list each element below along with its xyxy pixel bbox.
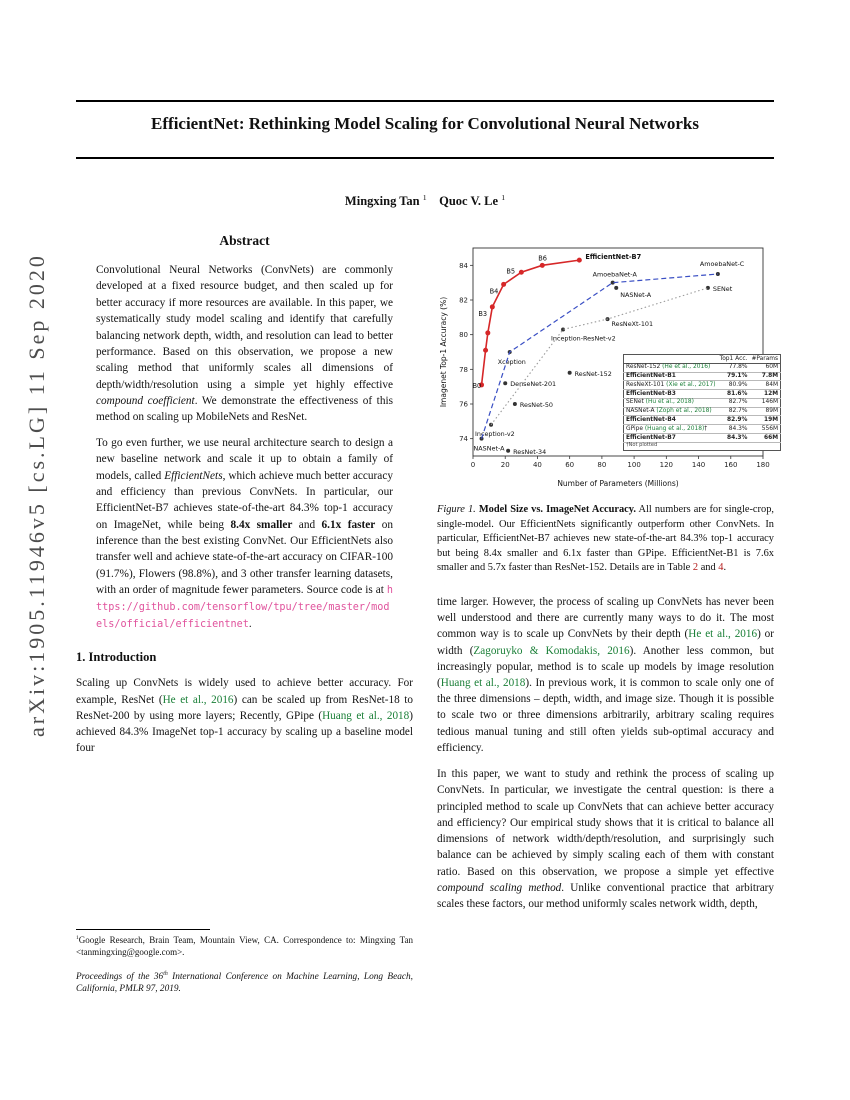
- text-segment: ). Another less common, but increasingly popular, method is to scale up models by image resolution (: [437, 644, 775, 689]
- inset-table-row: ResNet-152 (He et al., 2016) 77.8% 60M: [624, 363, 781, 372]
- svg-text:20: 20: [500, 461, 510, 469]
- text-segment: ). In previous work, it is common to scale only one of the three dimensions – depth, width, and image size. Though it is possible to scale two or three dimensions arbitrarily, arbitrary scaling requires tedious manual tuning and still often yields sub-optimal accuracy and efficiency.: [437, 676, 774, 754]
- text-segment: and: [698, 562, 719, 574]
- text-segment: .: [248, 617, 252, 630]
- text-segment: Figure 1.: [437, 504, 476, 515]
- text-segment: In this paper, we want to study and rethink the process of scaling up ConvNets. In particular, we investigate the central question: is there a principled method to scale up ConvNets that can achieve better accuracy and efficiency? Our empirical study shows that it is critical to balance all dimensions of network width/depth/resolution, and surprisingly such balance can be achieved by simply scaling each of them with constant ratio. Based on this observation, we propose a simple yet effective: [437, 768, 774, 878]
- right-paragraph-2: [437, 766, 774, 912]
- footnote-block: [76, 929, 413, 996]
- text-segment: [427, 194, 440, 208]
- abstract-paragraph-2: [96, 435, 393, 633]
- inset-table-row: GPipe (Huang et al., 2018)† 84.3% 556M: [624, 425, 781, 434]
- inset-table-row: SENet (Hu et al., 2018) 82.7% 146M: [624, 398, 781, 407]
- svg-text:SENet: SENet: [712, 284, 733, 293]
- svg-text:Number of Parameters (Millions: Number of Parameters (Millions): [557, 479, 679, 488]
- svg-text:Imagenet Top-1 Accuracy (%): Imagenet Top-1 Accuracy (%): [439, 296, 448, 408]
- text-segment: Model Size vs. ImageNet Accuracy.: [478, 504, 636, 515]
- text-segment: . We demonstrate the effectiveness of this method on scaling up MobileNets and ResNet.: [96, 395, 393, 424]
- svg-text:AmoebaNet-A: AmoebaNet-A: [592, 270, 637, 279]
- footnote-rule: [76, 929, 210, 930]
- text-segment: To go even further, we use neural architecture search to design a new baseline network and scale it up to obtain a family of models, called: [96, 436, 393, 482]
- svg-text:120: 120: [659, 461, 674, 469]
- text-segment: , which achieve much better accuracy and efficiency than previous ConvNets. In particular, our EfficientNet-B7 achieves state-of-the-art 84.3% top-1 accuracy on ImageNet, while being: [96, 469, 393, 531]
- text-segment: EfficientNets: [164, 469, 223, 482]
- text-segment: Convolutional Neural Networks (ConvNets) are commonly developed at a fixed resource budget, and then scaled up for better accuracy if more resources are available. In this paper, we systematically study model scaling and identify that carefully balancing network depth, width, and resolution can lead to better performance. Based on this observation, we propose a new scaling method that uniformly scales all dimensions of depth/width/resolution using a simple yet highly effective: [96, 264, 393, 391]
- title-rule-top: [76, 100, 774, 102]
- svg-text:Inception-ResNet-v2: Inception-ResNet-v2: [551, 334, 616, 343]
- cite-link[interactable]: Huang et al., 2018: [322, 709, 410, 722]
- text-segment: All numbers are for single-crop, single-model. Our EfficientNets significantly outperform other ConvNets. In particular, EfficientNet-B7 achieves new state-of-the-art 84.3% top-1 accuracy but being 8.4x smaller and 6.1x faster than GPipe. EfficientNet-B1 is 7.6x smaller and 5.7x faster than ResNet-152. Details are in Table: [437, 504, 774, 574]
- svg-text:78: 78: [459, 365, 468, 374]
- figure1: [437, 236, 779, 494]
- svg-text:76: 76: [459, 400, 468, 409]
- affiliation-footnote: [76, 935, 413, 959]
- svg-text:NASNet-A: NASNet-A: [620, 290, 652, 299]
- ref-link[interactable]: 4: [718, 562, 724, 574]
- inset-table-row: EfficientNet-B1 79.1% 7.8M: [624, 372, 781, 381]
- svg-text:160: 160: [724, 461, 738, 469]
- svg-text:B5: B5: [506, 267, 516, 276]
- text-segment: 1: [501, 193, 506, 202]
- right-paragraph-1: [437, 594, 774, 756]
- cite-link[interactable]: Huang et al., 2018: [440, 676, 526, 689]
- text-segment: 1: [76, 935, 79, 941]
- text-segment: and: [292, 518, 322, 531]
- text-segment: on inference than the best existing ConvNet. Our EfficientNets also transfer well and achieve state-of-the-art accuracy on CIFAR-100 (91.7%), Flowers (98.8%), and 3 other transfer learning datasets, with an order of magnitude fewer parameters. Source code is at: [96, 518, 394, 597]
- abstract-heading: Abstract: [219, 233, 270, 248]
- cite-link[interactable]: He et al., 2016: [162, 693, 234, 706]
- intro-paragraph: [76, 675, 413, 756]
- svg-text:84: 84: [459, 261, 468, 270]
- text-segment: compound scaling method: [437, 881, 562, 894]
- svg-text:80: 80: [597, 461, 607, 469]
- ref-link[interactable]: 2: [692, 562, 699, 574]
- text-segment: time larger. However, the process of scaling up ConvNets has never been well understood and there are currently many ways to do it. The most common way is to scale up ConvNets by their depth (: [437, 595, 774, 641]
- text-segment: Mingxing Tan: [344, 194, 423, 209]
- text-segment: , Long Beach, California, PMLR 97, 2019.: [76, 971, 413, 995]
- svg-text:DenseNet-201: DenseNet-201: [510, 380, 557, 389]
- text-segment: ) achieved 84.3% ImageNet top-1 accuracy by scaling up a baseline model four: [76, 709, 413, 755]
- inset-table-row: EfficientNet-B4 82.9% 19M: [624, 416, 781, 425]
- svg-text:80: 80: [459, 331, 468, 340]
- text-segment: Google Research, Brain Team, Mountain View, CA. Correspondence to: Mingxing Tan <tanmingxing@google.com>.: [76, 935, 413, 957]
- svg-text:Xception: Xception: [497, 358, 526, 366]
- cite-link[interactable]: Zagoruyko & Komodakis, 2016: [473, 644, 630, 657]
- svg-text:74: 74: [459, 435, 468, 444]
- text-segment: ) can be scaled up from ResNet-18 to ResNet-200 by using more layers; Recently, GPipe (: [76, 693, 413, 722]
- inset-table-header: Top1 Acc. #Params: [624, 355, 781, 364]
- authors-line: [0, 193, 850, 209]
- text-segment: ) or width (: [437, 628, 774, 657]
- svg-text:40: 40: [532, 461, 542, 469]
- text-segment: Quoc V. Le: [439, 194, 502, 209]
- svg-text:ResNet-34: ResNet-34: [513, 447, 547, 456]
- svg-text:60: 60: [565, 461, 575, 469]
- svg-text:AmoebaNet-C: AmoebaNet-C: [699, 260, 745, 268]
- text-segment: 6.1x faster: [321, 518, 376, 531]
- svg-text:B6: B6: [538, 254, 547, 263]
- text-segment: compound coefficient: [96, 395, 195, 407]
- text-segment: International Conference on Machine Learning: [167, 971, 358, 982]
- svg-text:Inception-v2: Inception-v2: [475, 429, 515, 438]
- svg-text:180: 180: [756, 461, 770, 469]
- svg-text:100: 100: [627, 461, 641, 469]
- paper-title: EfficientNet: Rethinking Model Scaling for Convolutional Neural Networks: [151, 114, 699, 133]
- inset-table-row: NASNet-A (Zoph et al., 2018) 82.7% 89M: [624, 407, 781, 416]
- cite-link[interactable]: He et al., 2016: [688, 628, 758, 641]
- inset-table-row: EfficientNet-B3 81.6% 12M: [624, 390, 781, 399]
- text-segment: .: [723, 562, 727, 574]
- inset-table-row: ResNeXt-101 (Xie et al., 2017) 80.9% 84M: [624, 381, 781, 390]
- left-column: [76, 233, 413, 767]
- text-segment: Scaling up ConvNets is widely used to achieve better accuracy. For example, ResNet (: [76, 677, 413, 706]
- proceedings-note: [76, 971, 413, 996]
- figure1-caption: [437, 503, 774, 576]
- svg-text:0: 0: [470, 461, 476, 469]
- text-segment: . Unlike conventional practice that arbitrary scales these factors, our method uniformly scales network width, depth,: [437, 881, 774, 911]
- text-segment: th: [163, 970, 168, 977]
- title-rule-bottom: [76, 157, 774, 159]
- svg-text:ResNet-50: ResNet-50: [519, 401, 553, 409]
- svg-text:82: 82: [459, 296, 468, 305]
- svg-text:B0: B0: [472, 381, 482, 390]
- svg-text:ResNet-152: ResNet-152: [574, 369, 612, 378]
- svg-text:B4: B4: [489, 287, 499, 296]
- right-column: [437, 236, 779, 922]
- svg-text:140: 140: [691, 461, 706, 469]
- url-link[interactable]: https://github.com/tensorflow/tpu/tree/master/models/official/efficientnet: [96, 585, 393, 630]
- figure1-inset-table: [623, 354, 781, 451]
- svg-text:ResNeXt-101: ResNeXt-101: [611, 320, 654, 329]
- section-1-heading: 1. Introduction: [76, 650, 157, 665]
- text-segment: 8.4x smaller: [230, 518, 293, 531]
- svg-text:B3: B3: [478, 309, 488, 318]
- inset-table-footnote: †Not plotted: [624, 442, 781, 450]
- arxiv-watermark: arXiv:1905.11946v5 [cs.LG] 11 Sep 2020: [24, 253, 49, 737]
- svg-text:NASNet-A: NASNet-A: [473, 444, 505, 453]
- inset-table-row: EfficientNet-B7 84.3% 66M: [624, 434, 781, 443]
- abstract-paragraph-1: [96, 262, 393, 426]
- svg-text:EfficientNet-B7: EfficientNet-B7: [585, 253, 642, 262]
- text-segment: 1: [422, 193, 427, 202]
- text-segment: Proceedings of the 36: [76, 971, 164, 982]
